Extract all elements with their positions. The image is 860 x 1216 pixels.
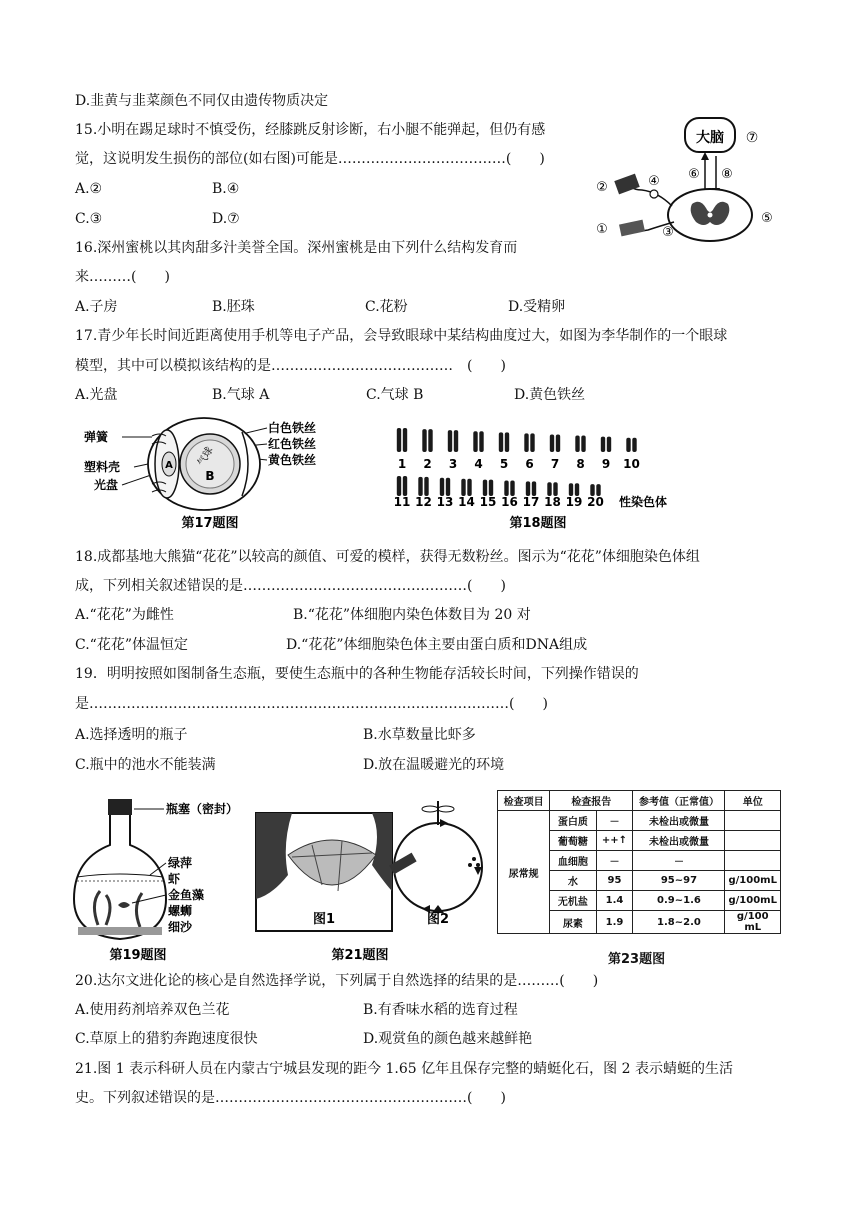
red-wire-label: 红色铁丝 <box>268 437 317 451</box>
urinalysis-table <box>497 790 781 934</box>
table-cell <box>725 851 781 871</box>
chromosome <box>440 478 444 496</box>
table-cell: 1.9 <box>596 911 633 934</box>
q16-option-d: D.受精卵 <box>508 299 566 315</box>
chromosome <box>489 480 493 496</box>
chromosome <box>601 437 605 452</box>
chromosome-number: 16 <box>501 495 518 509</box>
header-cell: 单位 <box>725 791 781 811</box>
chromosome <box>403 428 407 452</box>
q16-stem-line2: 来………( ) <box>75 269 170 285</box>
chromosome <box>626 438 630 452</box>
q15-option-c: C.③ <box>75 211 103 227</box>
fig2-label: 图2 <box>426 912 450 927</box>
table-cell: － <box>596 851 633 871</box>
table-cell: 1.4 <box>596 891 633 911</box>
q19-stem-line1: 19．明明按照如图制备生态瓶，要使生态瓶中的各种生物能存活较长时间，下列操作错误的 <box>75 666 639 682</box>
chromosome <box>448 430 452 452</box>
fig1-label: 图1 <box>312 912 336 927</box>
dragonfly-figure <box>252 795 492 965</box>
chromosome <box>473 431 477 452</box>
table-cell: ++↑ <box>596 831 633 851</box>
table-cell: － <box>633 851 725 871</box>
chromosome-number: 10 <box>623 457 640 471</box>
q19-option-c: C.瓶中的池水不能装满 <box>75 757 216 773</box>
table-cell: g/100mL <box>725 871 781 891</box>
q19-stem-line2: 是………………………………………………………………………………( ) <box>75 696 548 712</box>
chromosome <box>397 476 401 496</box>
q17-option-a: A.光盘 <box>75 387 118 403</box>
fig23-caption: 第23题图 <box>608 952 666 967</box>
q16-stem-line1: 16.深州蜜桃以其肉甜多汁美誉全国。深州蜜桃是由下列什么结构发育而 <box>75 240 518 256</box>
q15-stem-line2: 觉，这说明发生损伤的部位(如右图)可能是………………………………( ) <box>75 151 545 167</box>
snail-label: 螺蛳 <box>168 904 193 918</box>
label-4: ④ <box>648 174 660 189</box>
q20-option-c: C.草原上的猎豹奔跑速度很快 <box>75 1031 258 1047</box>
q21-stem-line1: 21.图 1 表示科研人员在内蒙古宁城县发现的距今 1.65 亿年且保存完整的蜻蜓化石，图 2 表示蜻蜓的生活 <box>75 1061 733 1077</box>
table-header-row <box>498 791 781 811</box>
chromosome-number: 19 <box>565 495 583 509</box>
table-row <box>498 811 781 831</box>
chromosome-number: 1 <box>397 457 407 471</box>
chromosome-number: 20 <box>587 495 604 509</box>
chromosome-number: 9 <box>601 457 611 471</box>
chromosome <box>418 477 422 496</box>
label-8: ⑧ <box>721 167 733 182</box>
q16-option-c: C.花粉 <box>365 299 408 315</box>
balloon-a-label: A <box>165 460 173 471</box>
table-cell <box>725 811 781 831</box>
chromosome <box>446 478 450 496</box>
q21-stem-line2: 史。下列叙述错误的是………………………………………………( ) <box>75 1090 506 1106</box>
chromosome <box>530 433 534 452</box>
brain-label: 大脑 <box>696 130 724 146</box>
chromosome <box>526 481 530 496</box>
table-cell: 95~97 <box>633 871 725 891</box>
chromosome <box>454 430 458 452</box>
spring-label: 弹簧 <box>84 430 109 444</box>
chromosome <box>553 482 557 496</box>
q20-option-b: B.有香味水稻的选育过程 <box>363 1002 518 1018</box>
group-cell: 尿常规 <box>498 811 550 934</box>
chromosome <box>424 477 428 496</box>
q14-option-d: D.韭黄与韭菜颜色不同仅由遗传物质决定 <box>75 93 329 109</box>
urinalysis-figure <box>497 790 781 934</box>
chromosome-number: 17 <box>522 495 540 509</box>
q18-option-a: A.“花花”为雌性 <box>75 607 174 623</box>
chromosome-number: 2 <box>423 457 432 471</box>
sand-label: 细沙 <box>168 920 193 934</box>
table-cell: 葡萄糖 <box>550 831 596 851</box>
balloon-b-text: 气球 <box>196 445 216 469</box>
chromosome <box>479 431 483 452</box>
chromosome-number: 8 <box>576 457 585 471</box>
q20-stem: 20.达尔文进化论的核心是自然选择学说，下列属于自然选择的结果的是………( ) <box>75 973 599 989</box>
chromosome <box>499 432 503 452</box>
chromosome <box>547 482 551 496</box>
chromosome <box>403 476 407 496</box>
q20-option-a: A.使用药剂培养双色兰花 <box>75 1002 230 1018</box>
chromosome <box>483 480 487 496</box>
reflex-arc-figure <box>588 112 788 247</box>
algae-label: 金鱼藻 <box>168 888 205 902</box>
fig17-caption: 第17题图 <box>181 516 239 531</box>
table-cell: 蛋白质 <box>550 811 596 831</box>
table-cell: － <box>596 811 633 831</box>
plastic-shell-label: 塑料壳 <box>84 460 121 474</box>
chromosome <box>428 429 432 452</box>
chromosome <box>556 434 560 452</box>
fig18-caption: 第18题图 <box>509 516 567 531</box>
table-cell: 尿素 <box>550 911 596 934</box>
table-cell: 未检出或微量 <box>633 811 725 831</box>
q17-option-c: C.气球 B <box>366 387 424 403</box>
q15-option-b: B.④ <box>212 181 240 197</box>
chromosome <box>607 437 611 452</box>
sex-chromosome-label: 性染色体 <box>619 495 668 509</box>
chromosome <box>467 479 471 496</box>
table-cell: 无机盐 <box>550 891 596 911</box>
q19-option-a: A.选择透明的瓶子 <box>75 727 188 743</box>
q16-option-b: B.胚珠 <box>212 299 255 315</box>
shrimp-label: 虾 <box>168 872 181 886</box>
q18-stem-line1: 18.成都基地大熊猫“花花”以较高的颜值、可爱的模样，获得无数粉丝。图示为“花花”体细胞染色体组 <box>75 549 700 565</box>
chromosome <box>581 436 585 452</box>
chromosome <box>524 433 528 452</box>
fig19-caption: 第19题图 <box>109 948 167 963</box>
label-7: ⑦ <box>745 130 759 146</box>
chromosome-number: 13 <box>436 495 454 509</box>
table-cell: 0.9~1.6 <box>633 891 725 911</box>
chromosome-number: 6 <box>525 457 534 471</box>
chromosome-number: 4 <box>474 457 483 471</box>
table-cell: 水 <box>550 871 596 891</box>
chromosome-number: 12 <box>415 495 432 509</box>
q17-option-b: B.气球 A <box>212 387 270 403</box>
header-cell: 检查项目 <box>498 791 550 811</box>
table-cell <box>725 831 781 851</box>
table-cell: 血细胞 <box>550 851 596 871</box>
balloon-b-label: B <box>205 469 215 483</box>
chromosome <box>505 432 509 452</box>
q16-option-a: A.子房 <box>75 299 118 315</box>
chromosome-number: 18 <box>544 495 561 509</box>
eco-bottle-figure <box>70 795 250 965</box>
table-cell: g/100 mL <box>725 911 781 934</box>
q18-option-d: D.“花花”体细胞染色体主要由蛋白质和DNA组成 <box>286 637 588 653</box>
label-1: ① <box>596 222 608 237</box>
label-5: ⑤ <box>761 211 773 226</box>
q17-option-d: D.黄色铁丝 <box>514 387 586 403</box>
duckweed-label: 绿萍 <box>168 856 193 870</box>
q19-option-b: B.水草数量比虾多 <box>363 727 476 743</box>
table-cell: 95 <box>596 871 633 891</box>
label-3: ③ <box>662 225 674 240</box>
q15-option-a: A.② <box>75 181 103 197</box>
q17-stem-line1: 17.青少年长时间近距离使用手机等电子产品，会导致眼球中某结构曲度过大，如图为李华制作的一个眼球 <box>75 328 728 344</box>
header-cell: 参考值（正常值） <box>633 791 725 811</box>
disc-label: 光盘 <box>94 478 119 492</box>
q19-option-d: D.放在温暖避光的环境 <box>363 757 505 773</box>
chromosome <box>575 436 579 452</box>
q18-option-c: C.“花花”体温恒定 <box>75 637 188 653</box>
yellow-wire-label: 黄色铁丝 <box>268 453 317 467</box>
fig21-caption: 第21题图 <box>331 948 389 963</box>
chromosome <box>422 429 426 452</box>
chromosome-number: 14 <box>458 495 475 509</box>
table-cell: 未检出或微量 <box>633 831 725 851</box>
q18-option-b: B.“花花”体细胞内染色体数目为 20 对 <box>293 607 531 623</box>
q18-stem-line2: 成，下列相关叙述错误的是…………………………………………( ) <box>75 578 506 594</box>
label-6: ⑥ <box>688 167 700 182</box>
chromosome <box>510 481 514 497</box>
chromosome <box>504 481 508 497</box>
header-cell: 检查报告 <box>550 791 633 811</box>
chromosome-number: 5 <box>499 457 509 471</box>
chromosome <box>532 481 536 496</box>
chromosome-number: 3 <box>448 457 458 471</box>
chromosome <box>550 434 554 452</box>
chromosome-number: 15 <box>479 495 497 509</box>
eyeball-model-figure <box>82 414 332 534</box>
karyotype-figure <box>390 426 680 534</box>
label-2: ② <box>596 180 608 195</box>
q20-option-d: D.观赏鱼的颜色越来越鲜艳 <box>363 1031 533 1047</box>
table-cell: 1.8~2.0 <box>633 911 725 934</box>
chromosome-number: 7 <box>550 457 560 471</box>
white-wire-label: 白色铁丝 <box>268 421 317 435</box>
table-cell: g/100mL <box>725 891 781 911</box>
q15-stem-line1: 15.小明在踢足球时不慎受伤，经膝跳反射诊断，右小腿不能弹起，但仍有感 <box>75 122 546 138</box>
q15-option-d: D.⑦ <box>212 211 240 227</box>
chromosome <box>461 479 465 496</box>
chromosome <box>397 428 401 452</box>
cork-label: 瓶塞（密封） <box>166 802 239 816</box>
q17-stem-line2: 模型，其中可以模拟该结构的是………………………………… ( ) <box>75 358 506 374</box>
chromosome <box>632 438 636 452</box>
chromosome-number: 11 <box>393 495 411 509</box>
